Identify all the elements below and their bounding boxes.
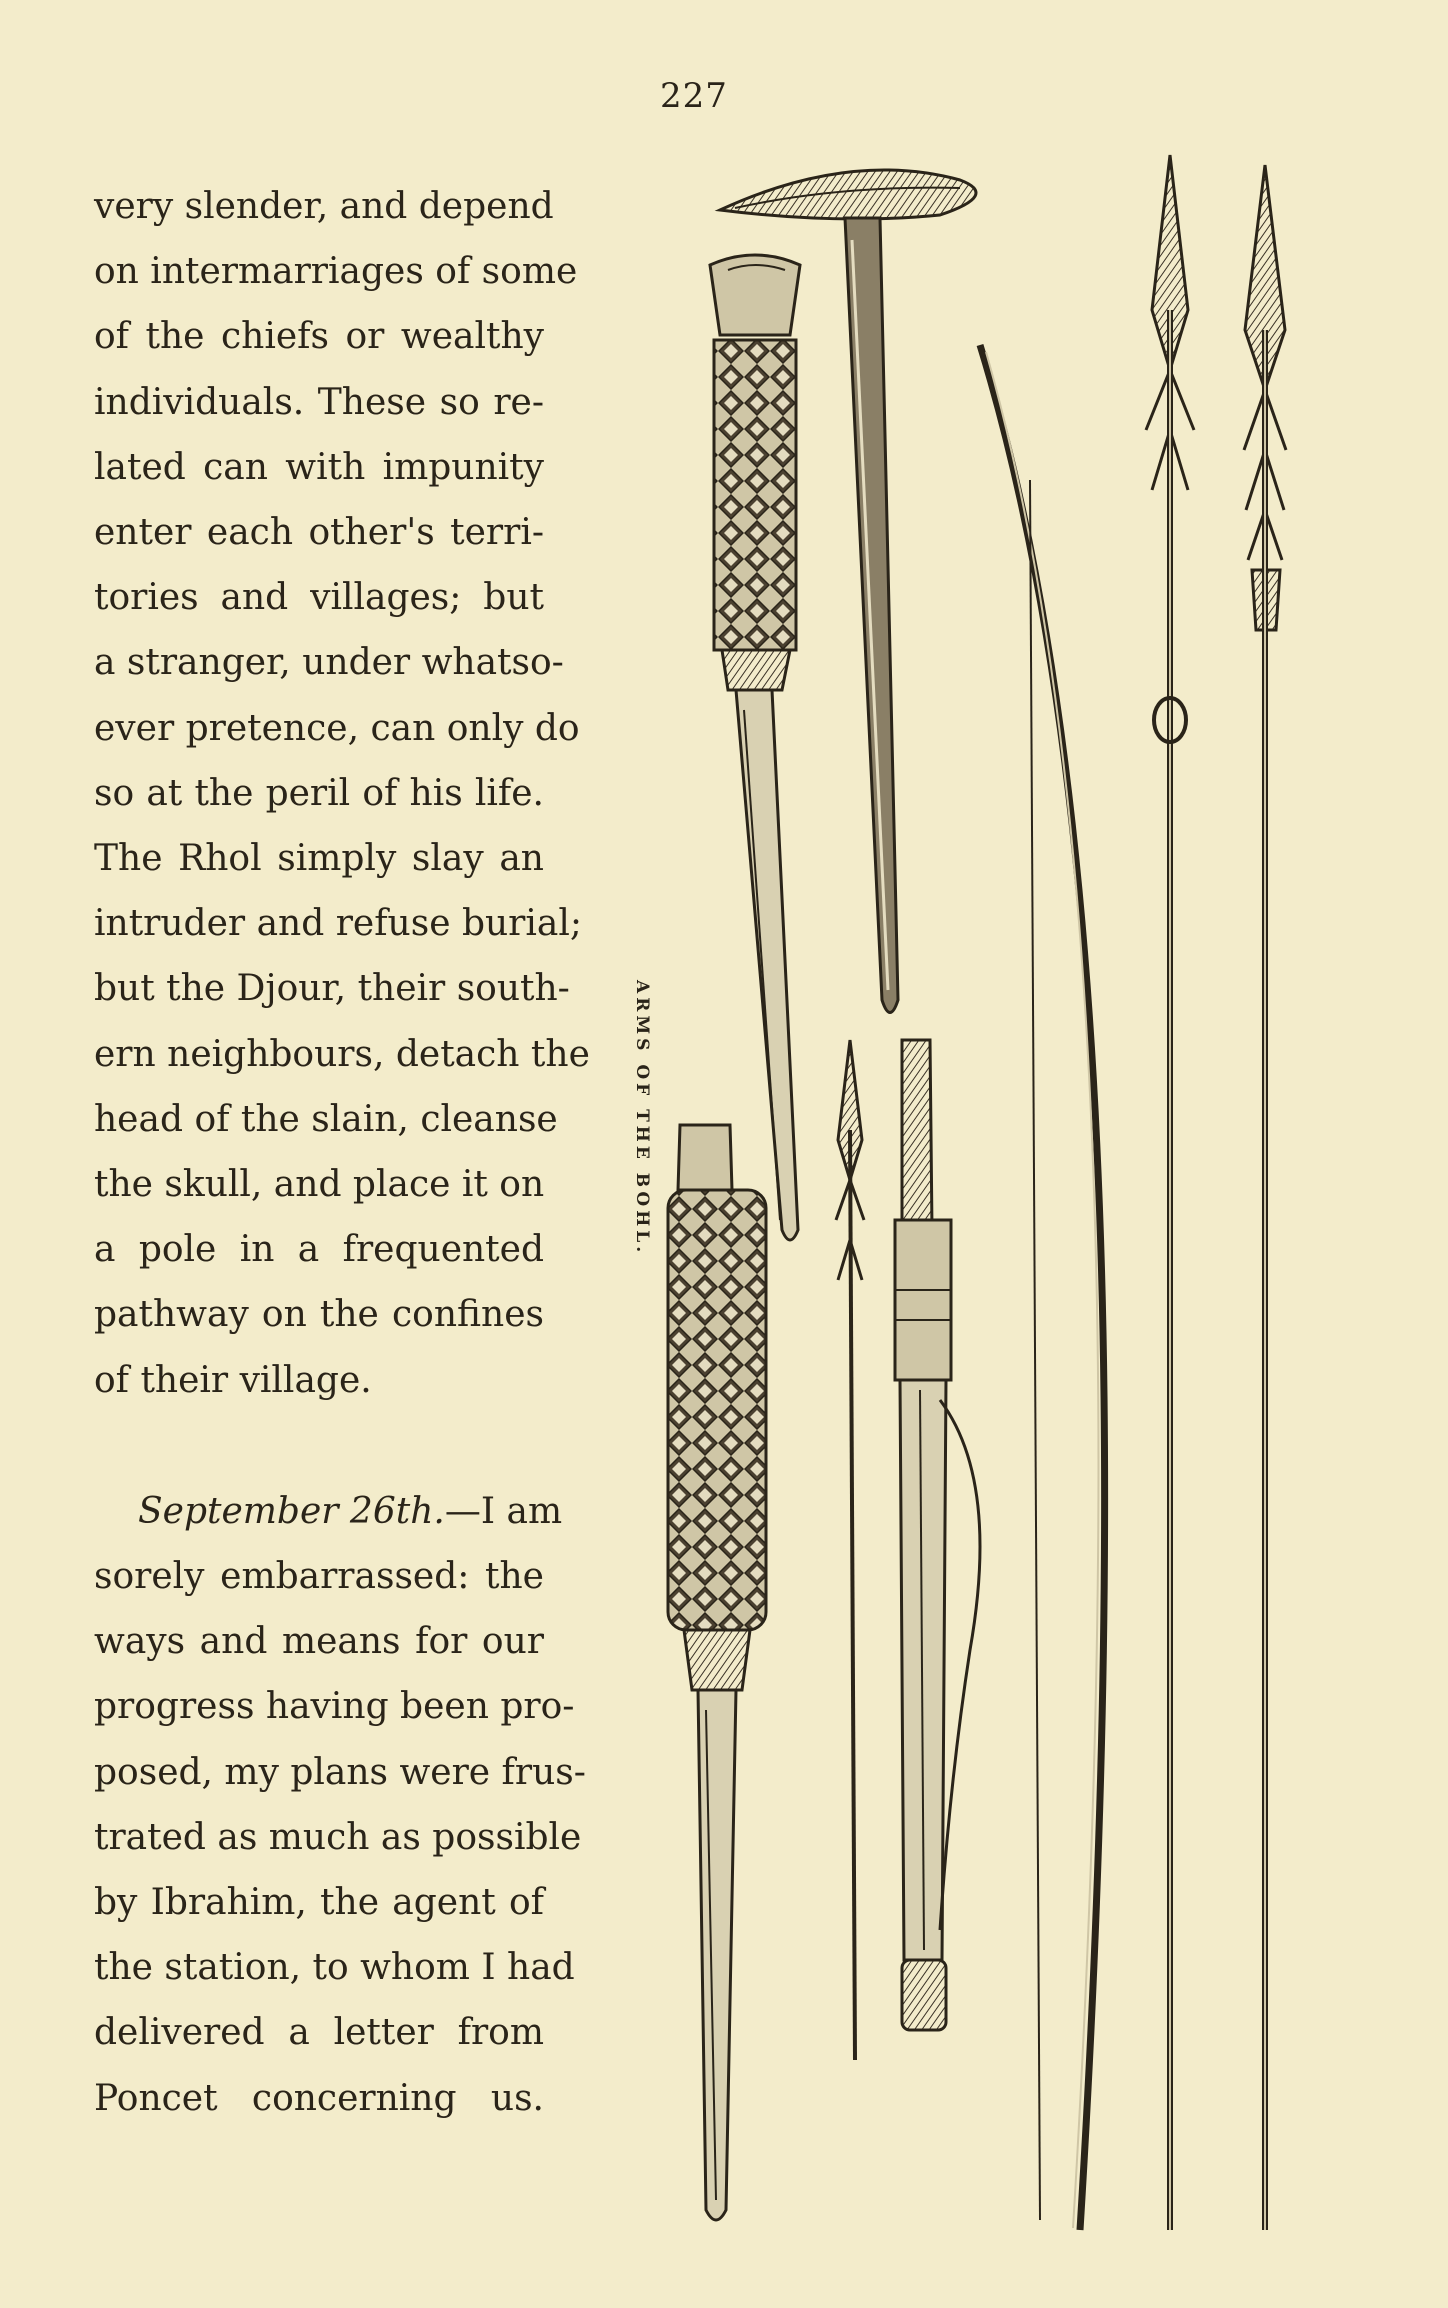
spear-left <box>1146 155 1194 2230</box>
text-line: a pole in a frequented <box>94 1229 544 1271</box>
text-line: so at the peril of his life. <box>94 772 544 814</box>
weapons-engraving <box>640 130 1330 2250</box>
entry-text: —I am <box>444 1490 563 1532</box>
arrow <box>836 1040 864 2060</box>
text-line: ever pretence, can only do <box>94 707 580 749</box>
text-line: by Ibrahim, the agent of <box>94 1882 544 1924</box>
text-line: posed, my plans were frus- <box>94 1751 586 1793</box>
text-line: individuals. These so re- <box>94 381 544 423</box>
text-line: of the chiefs or wealthy <box>94 316 544 358</box>
page-number: 227 <box>660 76 728 116</box>
text-line: on intermarriages of some <box>94 251 578 293</box>
text-line: Poncet concerning us. <box>94 2077 544 2119</box>
text-line: sorely embarrassed: the <box>94 1556 544 1598</box>
spear-right <box>1244 165 1286 2230</box>
text-line: the skull, and place it on <box>94 1164 545 1206</box>
text-line: ern neighbours, detach the <box>94 1033 590 1075</box>
illustration-caption: ARMS OF THE BOHL. <box>632 980 652 1257</box>
text-line: head of the slain, cleanse <box>94 1098 558 1140</box>
quiver <box>895 1040 980 2030</box>
text-line: a stranger, under whatso- <box>94 642 564 684</box>
text-line: very slender, and depend <box>94 186 554 227</box>
text-line: tories and villages; but <box>94 577 544 619</box>
text-line: but the Djour, their south- <box>94 968 570 1010</box>
text-line: trated as much as possible <box>94 1816 582 1858</box>
body-text <box>94 174 590 2131</box>
bow <box>980 345 1105 2230</box>
text-line: The Rhol simply slay an <box>94 838 544 880</box>
knobbed-club-lower <box>668 1125 766 2220</box>
text-line: of their village. <box>94 1359 372 1401</box>
entry-date: September 26th. <box>138 1490 445 1532</box>
dated-entry-line <box>94 1479 563 1544</box>
text-line: lated can with impunity <box>94 446 544 488</box>
text-line: pathway on the confines <box>94 1294 544 1336</box>
text-line: delivered a letter from <box>94 2012 544 2054</box>
text-line: intruder and refuse burial; <box>94 903 583 945</box>
text-line: enter each other's terri- <box>94 512 544 554</box>
text-line: progress having been pro- <box>94 1686 575 1728</box>
knobbed-club-upper <box>710 255 800 1240</box>
text-line: ways and means for our <box>94 1621 544 1663</box>
text-line: the station, to whom I had <box>94 1947 575 1989</box>
